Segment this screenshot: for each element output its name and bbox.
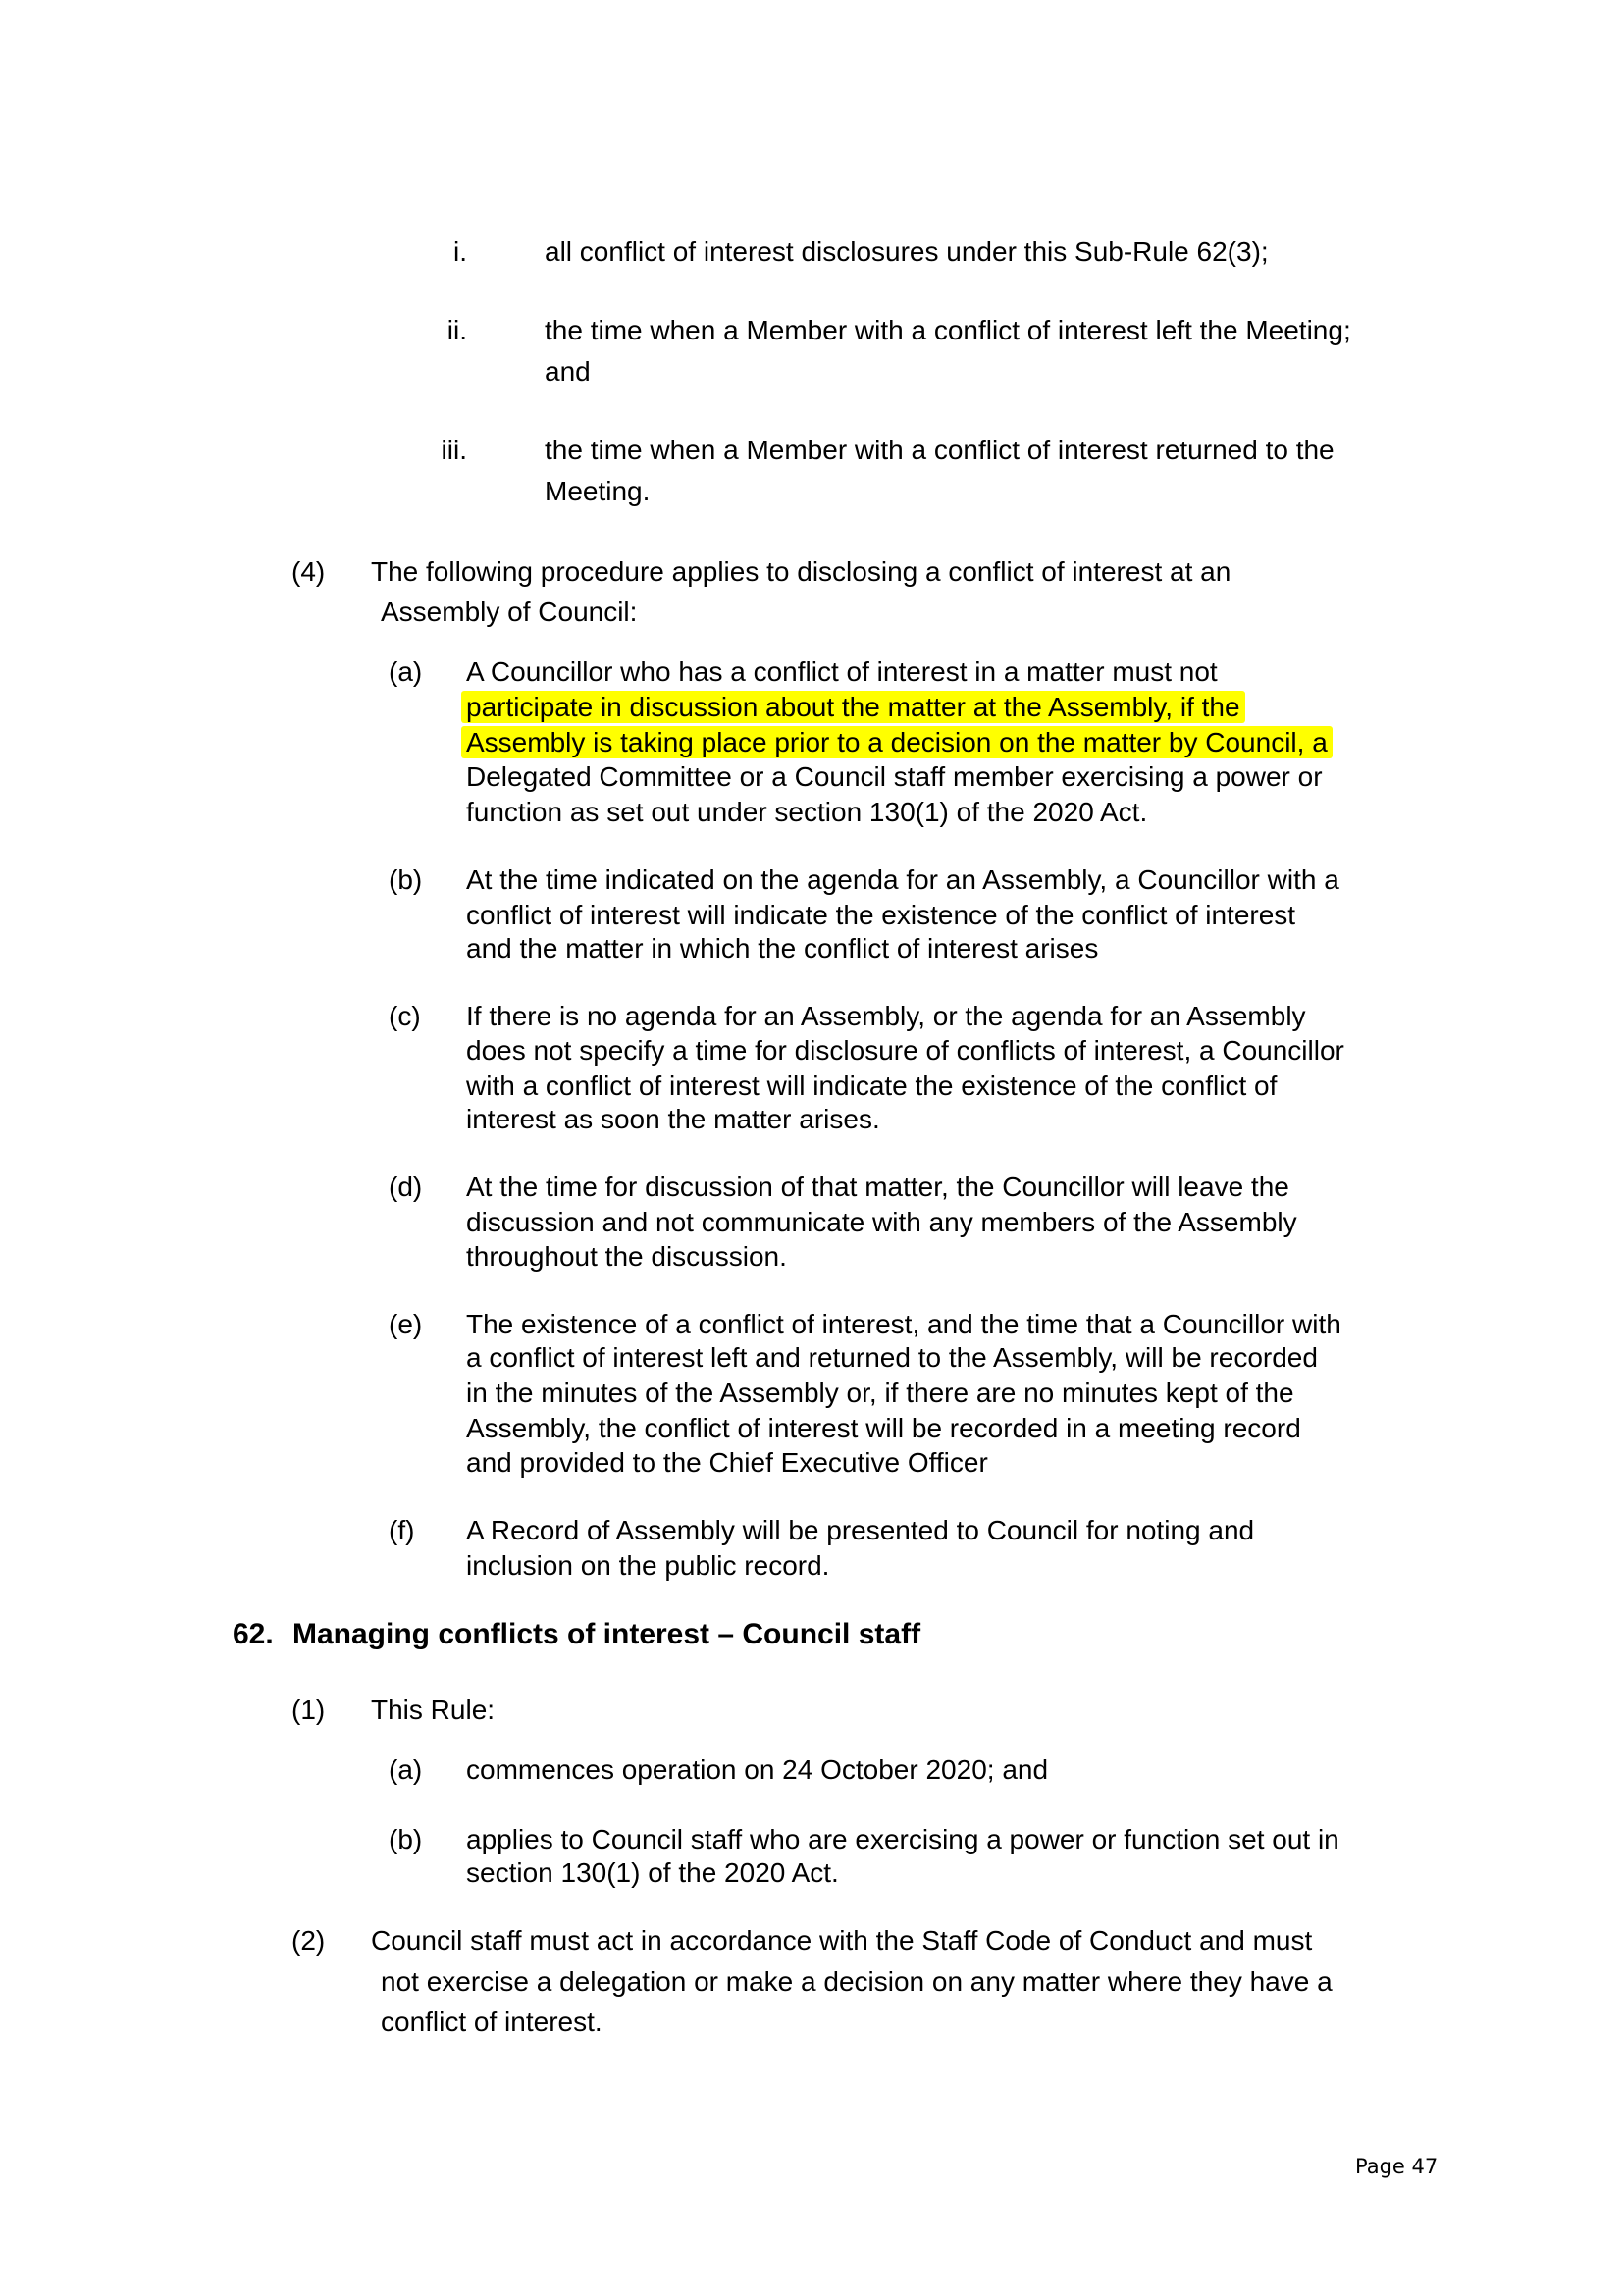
highlighted-line [466, 726, 1333, 759]
text-line: A Record of Assembly will be presented to Council for noting and [466, 1515, 1255, 1545]
text-line: function as set out under section 130(1) of the 2020 Act. [466, 797, 1148, 827]
text-line: in the minutes of the Assembly or, if there are no minutes kept of the [466, 1378, 1294, 1408]
text-line: commences operation on 24 October 2020; and [466, 1754, 1049, 1785]
item-marker: (f) [389, 1515, 415, 1545]
rule-heading: Managing conflicts of interest – Council staff [292, 1618, 921, 1650]
text-line: the time when a Member with a conflict of interest returned to the [545, 435, 1335, 465]
list-marker: iii. [441, 435, 467, 465]
text-line: interest as soon the matter arises. [466, 1104, 880, 1134]
text-line: Council staff must act in accordance with the Staff Code of Conduct and must [371, 1925, 1313, 1956]
text-line: Assembly of Council: [381, 597, 638, 627]
text-line: A Councillor who has a conflict of interest in a matter must not [466, 656, 1218, 687]
text-line: all conflict of interest disclosures under this Sub-Rule 62(3); [545, 236, 1269, 267]
clause-marker: (1) [291, 1695, 326, 1725]
text-line: with a conflict of interest will indicate the existence of the conflict of [466, 1070, 1278, 1101]
text-line: and provided to the Chief Executive Officer [466, 1447, 988, 1478]
item-marker: (a) [389, 1754, 423, 1785]
text-line: This Rule: [371, 1695, 496, 1725]
text-line: and [545, 356, 591, 387]
text-line: not exercise a delegation or make a decision on any matter where they have a [381, 1966, 1333, 1997]
text-line: section 130(1) of the 2020 Act. [466, 1857, 839, 1888]
item-marker: (a) [389, 656, 423, 687]
text-line: discussion and not communicate with any members of the Assembly [466, 1207, 1297, 1237]
list-marker: ii. [446, 315, 467, 345]
text-line: If there is no agenda for an Assembly, or the agenda for an Assembly [466, 1001, 1306, 1031]
text-line: conflict of interest. [381, 2007, 602, 2037]
list-marker: i. [453, 236, 467, 267]
text-line: Assembly, the conflict of interest will be recorded in a meeting record [466, 1413, 1301, 1443]
text-line: The existence of a conflict of interest, and the time that a Councillor with [466, 1309, 1341, 1339]
item-marker: (d) [389, 1172, 423, 1202]
text-line: inclusion on the public record. [466, 1550, 830, 1581]
text-line: throughout the discussion. [466, 1241, 787, 1272]
text-line: a conflict of interest left and returned to the Assembly, will be recorded [466, 1342, 1318, 1373]
highlight: Assembly is taking place prior to a decision on the matter by Council, a [461, 726, 1333, 758]
page-number: Page 47 [1355, 2155, 1439, 2178]
text-line: Meeting. [545, 476, 651, 506]
text-line: the time when a Member with a conflict of interest left the Meeting; [545, 315, 1351, 345]
text-line: The following procedure applies to disclosing a conflict of interest at an [371, 556, 1231, 587]
item-marker: (b) [389, 864, 423, 895]
clause-marker: (4) [291, 556, 326, 587]
highlighted-line [466, 691, 1245, 724]
item-marker: (c) [389, 1001, 421, 1031]
text-line: At the time indicated on the agenda for an Assembly, a Councillor with a [466, 864, 1339, 895]
text-line: does not specify a time for disclosure of conflicts of interest, a Councillor [466, 1035, 1344, 1066]
item-marker: (b) [389, 1824, 423, 1854]
item-marker: (e) [389, 1309, 423, 1339]
clause-marker: (2) [291, 1925, 326, 1956]
text-line: conflict of interest will indicate the existence of the conflict of interest [466, 900, 1296, 930]
highlight: participate in discussion about the matter at the Assembly, if the [461, 691, 1245, 723]
rule-number: 62. [233, 1618, 274, 1650]
text-line: and the matter in which the conflict of interest arises [466, 933, 1099, 964]
text-line: applies to Council staff who are exercising a power or function set out in [466, 1824, 1339, 1854]
text-line: At the time for discussion of that matter, the Councillor will leave the [466, 1172, 1289, 1202]
text-line: Delegated Committee or a Council staff member exercising a power or [466, 761, 1323, 792]
